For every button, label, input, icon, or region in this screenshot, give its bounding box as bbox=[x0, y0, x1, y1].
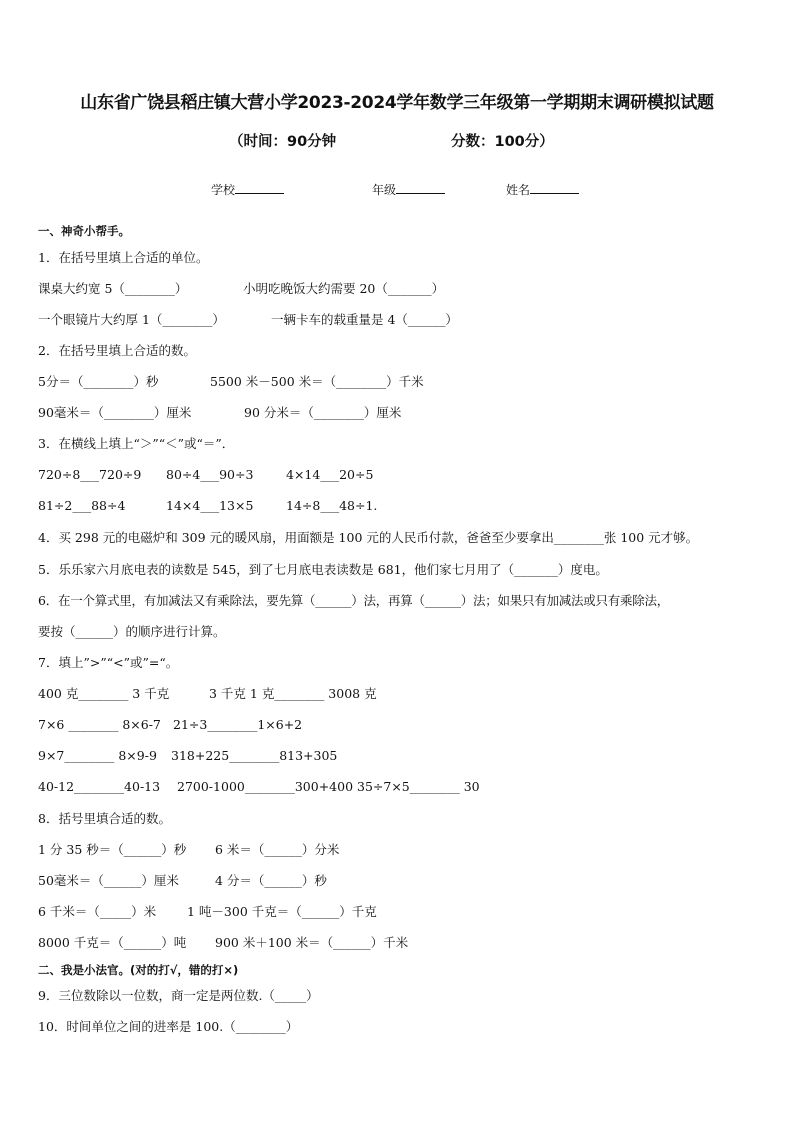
question-7-row-4 bbox=[38, 779, 480, 795]
question-9: 9．三位数除以一位数，商一定是两位数.（_____） bbox=[38, 988, 319, 1003]
question-3-item: 14÷8___48÷1. bbox=[286, 498, 378, 513]
question-8-item: 6 千米＝（_____）米 bbox=[38, 904, 157, 919]
question-1-row-2 bbox=[38, 312, 458, 328]
question-7-item: 9×7________ 8×9-9 bbox=[38, 748, 157, 763]
question-8-row-3 bbox=[38, 904, 377, 920]
name-blank[interactable] bbox=[530, 181, 579, 194]
question-1-item: 一个眼镜片大约厚 1（________） bbox=[38, 312, 225, 327]
question-3-row-1 bbox=[38, 467, 374, 483]
name-label: 姓名 bbox=[506, 183, 531, 197]
question-2-stem: 2．在括号里填上合适的数。 bbox=[38, 343, 196, 358]
question-8-item: 1 吨－300 千克＝（______）千克 bbox=[187, 904, 377, 919]
exam-score: 分数：100分） bbox=[451, 134, 554, 150]
school-blank[interactable] bbox=[235, 181, 284, 194]
section-heading-2: 二、我是小法官。(对的打√，错的打×) bbox=[38, 963, 239, 977]
question-1-item: 一辆卡车的载重量是 4（______） bbox=[271, 312, 458, 327]
question-6-line-2: 要按（______）的顺序进行计算。 bbox=[38, 624, 226, 639]
question-2-item: 5分＝（________）秒 bbox=[38, 374, 159, 389]
question-7-row-2 bbox=[38, 717, 303, 733]
question-3-stem: 3．在横线上填上“＞”“＜”或“＝”． bbox=[38, 436, 235, 451]
question-2-row-2 bbox=[38, 405, 402, 421]
question-8-row-1 bbox=[38, 842, 340, 858]
grade-field bbox=[372, 181, 445, 198]
question-7-item: 21÷3________1×6+2 bbox=[173, 717, 303, 732]
question-8-item: 1 分 35 秒＝（______）秒 bbox=[38, 842, 187, 857]
question-7-item: 3 千克 1 克________ 3008 克 bbox=[209, 686, 377, 701]
school-field bbox=[211, 181, 284, 198]
question-8-item: 50毫米＝（______）厘米 bbox=[38, 873, 179, 888]
question-2-row-1 bbox=[38, 374, 424, 390]
question-1-stem: 1．在括号里填上合适的单位。 bbox=[38, 250, 209, 265]
question-8-row-2 bbox=[38, 873, 327, 889]
question-3-item: 80÷4___90÷3 bbox=[166, 467, 254, 482]
question-7-item: 400 克________ 3 千克 bbox=[38, 686, 170, 701]
question-6-line-1: 6．在一个算式里，有加减法又有乘除法，要先算（______）法，再算（______）法；如果只有加减法或只有乘除法， bbox=[38, 593, 669, 608]
question-7-item: 318+225________813+305 bbox=[171, 748, 338, 763]
exam-title: 山东省广饶县稻庄镇大营小学2023-2024学年数学三年级第一学期期末调研模拟试题 bbox=[80, 93, 714, 113]
question-2-item: 90 分米＝（________）厘米 bbox=[244, 405, 402, 420]
question-1-item: 课桌大约宽 5（________） bbox=[38, 281, 188, 296]
question-4: 4．买 298 元的电磁炉和 309 元的暖风扇，用面额是 100 元的人民币付款，爸爸至少要拿出________张 100 元才够。 bbox=[38, 530, 699, 545]
question-8-item: 6 米＝（______）分米 bbox=[215, 842, 340, 857]
question-7-item: 40-12________40-13 bbox=[38, 779, 161, 794]
question-3-item: 14×4___13×5 bbox=[166, 498, 254, 513]
question-8-item: 900 米＋100 米＝（______）千米 bbox=[215, 935, 409, 950]
grade-label: 年级 bbox=[372, 183, 397, 197]
question-3-item: 720÷8___720÷9 bbox=[38, 467, 142, 482]
question-8-item: 8000 千克＝（______）吨 bbox=[38, 935, 187, 950]
question-8-row-4 bbox=[38, 935, 409, 951]
question-3-row-2 bbox=[38, 498, 378, 514]
grade-blank[interactable] bbox=[396, 181, 445, 194]
section-heading-1: 一、神奇小帮手。 bbox=[38, 224, 130, 238]
question-7-item: 2700-1000________300+400 bbox=[177, 779, 354, 794]
question-1-row-1 bbox=[38, 281, 445, 297]
question-8-stem: 8．括号里填合适的数。 bbox=[38, 811, 171, 826]
question-5: 5．乐乐家六月底电表的读数是 545，到了七月底电表读数是 681，他们家七月用了（_______）度电。 bbox=[38, 562, 608, 577]
exam-time: （时间：90分钟 bbox=[229, 134, 337, 150]
question-2-item: 5500 米－500 米＝（________）千米 bbox=[210, 374, 424, 389]
question-2-item: 90毫米＝（________）厘米 bbox=[38, 405, 192, 420]
question-7-stem: 7．填上”>”“<”或”=“。 bbox=[38, 655, 179, 670]
question-7-item: 7×6 ________ 8×6-7 bbox=[38, 717, 161, 732]
question-7-row-1 bbox=[38, 686, 377, 702]
question-10: 10．时间单位之间的进率是 100.（________） bbox=[38, 1019, 299, 1034]
question-3-item: 4×14___20÷5 bbox=[286, 467, 374, 482]
question-8-item: 4 分＝（______）秒 bbox=[215, 873, 327, 888]
question-7-item: 35÷7×5________ 30 bbox=[357, 779, 480, 794]
question-7-row-3 bbox=[38, 748, 338, 764]
question-3-item: 81÷2___88÷4 bbox=[38, 498, 126, 513]
school-label: 学校 bbox=[211, 183, 236, 197]
question-1-item: 小明吃晚饭大约需要 20（_______） bbox=[243, 281, 445, 296]
name-field bbox=[506, 181, 579, 198]
